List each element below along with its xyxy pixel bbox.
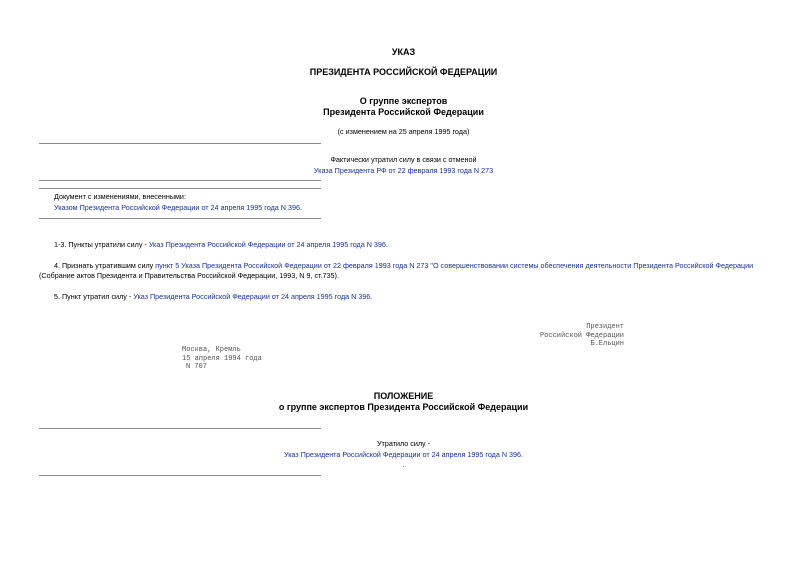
amendment-note: (с изменением на 25 апреля 1995 года) — [337, 127, 470, 136]
paragraph-link[interactable]: Указ Президента Российской Федерации от 24 апреля 1995 года N 396. — [148, 240, 388, 249]
paragraph-text: 1-3. Пункты утратили силу - — [54, 240, 149, 249]
document-title-line-1: О группе экспертов — [359, 96, 448, 106]
paragraph-link[interactable]: Указ Президента Российской Федерации от 24 апреля 1995 года N 396. — [133, 292, 373, 301]
trailing-mark: . — [402, 460, 405, 469]
paragraph-text: 5. Пункт утратил силу - — [54, 292, 134, 301]
paragraph-1-3 — [54, 240, 388, 249]
document-title-line-2: Президента Российской Федерации — [323, 107, 484, 117]
divider — [39, 143, 321, 144]
changes-label: Документ с изменениями, внесенными: — [54, 192, 186, 201]
regulation-title: ПОЛОЖЕНИЕ — [373, 391, 434, 401]
number-line: N 707 — [186, 363, 208, 372]
divider — [39, 188, 321, 189]
paragraph-text: 4. Признать утратившим силу — [54, 261, 156, 270]
signature-line: Б.Ельцин — [590, 340, 624, 349]
date-line: 15 апреля 1994 года — [182, 354, 262, 363]
regulation-subtitle: о группе экспертов Президента Российской Федерации — [278, 402, 529, 412]
place-line: Москва, Кремль — [182, 346, 241, 354]
status-text: Фактически утратил силу в связи с отменой — [330, 155, 477, 164]
regulation-status-text: Утратило силу - — [376, 439, 431, 448]
divider — [39, 428, 321, 429]
document-type-title: УКАЗ — [391, 47, 416, 57]
regulation-status-link[interactable]: Указ Президента Российской Федерации от 24 апреля 1995 года N 396. — [283, 450, 524, 459]
changes-link[interactable]: Указом Президента Российской Федерации от 24 апреля 1995 года N 396. — [54, 203, 302, 212]
paragraph-4 — [54, 261, 753, 270]
paragraph-link[interactable]: пункт 5 Указа Президента Российской Федерации от 22 февраля 1993 года N 273 "О совершенствовании системы обеспечения деятельности Президента Российской Федерации — [155, 261, 754, 270]
paragraph-5 — [54, 292, 372, 301]
paragraph-4-continuation: (Собрание актов Президента и Правительства Российской Федерации, 1993, N 9, ст.735). — [39, 271, 339, 280]
signature-line: Президент — [586, 323, 624, 331]
issuer-title: ПРЕЗИДЕНТА РОССИЙСКОЙ ФЕДЕРАЦИИ — [309, 67, 498, 77]
place-date-block — [182, 346, 262, 372]
divider — [39, 218, 321, 219]
divider — [39, 180, 321, 181]
signature-block — [540, 323, 624, 349]
signature-line: Российской Федерации — [539, 331, 624, 340]
divider — [39, 475, 321, 476]
status-link[interactable]: Указа Президента РФ от 22 февраля 1993 года N 273 — [313, 166, 494, 175]
